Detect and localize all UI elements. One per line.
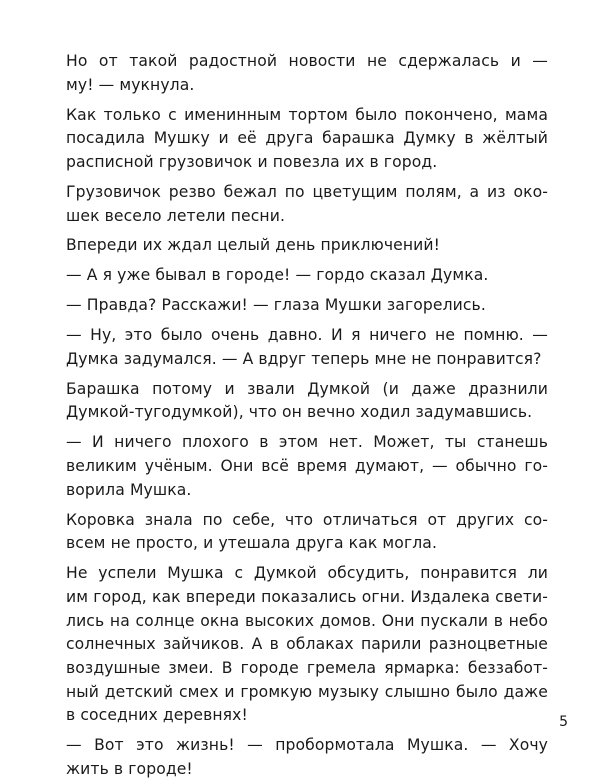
text-line: всем не просто, и утешала друга как могла. [66, 534, 438, 553]
text-line: Думка задумался. — А вдруг теперь мне не понравится? [66, 349, 542, 368]
text-line: — А я уже бывал в городе! — гордо сказал Думка. [66, 266, 489, 285]
text-line: посадила Мушку и её друга барашка Думку в жёлтый [66, 129, 548, 148]
paragraph [66, 431, 548, 502]
paragraph [66, 562, 548, 728]
paragraph [66, 294, 548, 318]
text-line: шек весело летели песни. [66, 206, 285, 225]
text-line: ный детский смех и громкую музыку слышно было даже [66, 682, 548, 701]
paragraph [66, 181, 548, 228]
text-line: Барашка потому и звали Думкой (и даже дразнили [66, 379, 548, 398]
page-number: 5 [559, 714, 568, 730]
text-line: лись на солнце окна высоких домов. Они пускали в небо [66, 611, 548, 630]
paragraph [66, 104, 548, 175]
paragraph [66, 324, 548, 371]
paragraph [66, 378, 548, 425]
text-line: им город, как впереди показались огни. Издалека свети- [66, 587, 548, 606]
text-line: жить в городе! [66, 760, 193, 779]
text-line: Грузовичок резво бежал по цветущим полям, а из око- [66, 182, 548, 201]
text-line: Думкой-тугодумкой), что он вечно ходил задумавшись. [66, 403, 533, 422]
paragraph [66, 509, 548, 556]
text-line: воздушные змеи. В городе гремела ярмарка: беззабот- [66, 659, 548, 678]
text-line: — Правда? Расскажи! — глаза Мушки загорелись. [66, 296, 486, 315]
text-line: — Вот это жизнь! — пробормотала Мушка. — Хочу [66, 736, 548, 755]
text-line: Впереди их ждал целый день приключений! [66, 236, 440, 255]
text-line: Но от такой радостной новости не сдержалась и — [66, 52, 548, 70]
text-line: расписной грузовичок и повезла их в город. [66, 153, 438, 171]
paragraph [66, 264, 548, 288]
paragraph [66, 234, 548, 258]
text-line: — И ничего плохого в этом нет. Может, ты станешь [66, 433, 548, 452]
text-line: ворила Мушка. [66, 480, 192, 499]
paragraph [66, 50, 548, 97]
text-line: в соседних деревнях! [66, 706, 248, 725]
text-line: солнечных зайчиков. А в облаках парили разноцветные [66, 635, 548, 654]
text-line: — Ну, это было очень давно. И я ничего не помню. — [66, 326, 548, 345]
paragraph [66, 734, 548, 781]
text-line: му! — мукнула. [66, 75, 195, 94]
text-line: Как только с именинным тортом было покончено, мама [66, 105, 548, 124]
text-line: великим учёным. Они всё время думают, — обычно го- [66, 457, 548, 476]
text-line: Не успели Мушка с Думкой обсудить, понравится ли [66, 564, 548, 583]
story-text [66, 50, 548, 782]
text-line: Коровка знала по себе, что отличаться от других со- [66, 510, 548, 529]
